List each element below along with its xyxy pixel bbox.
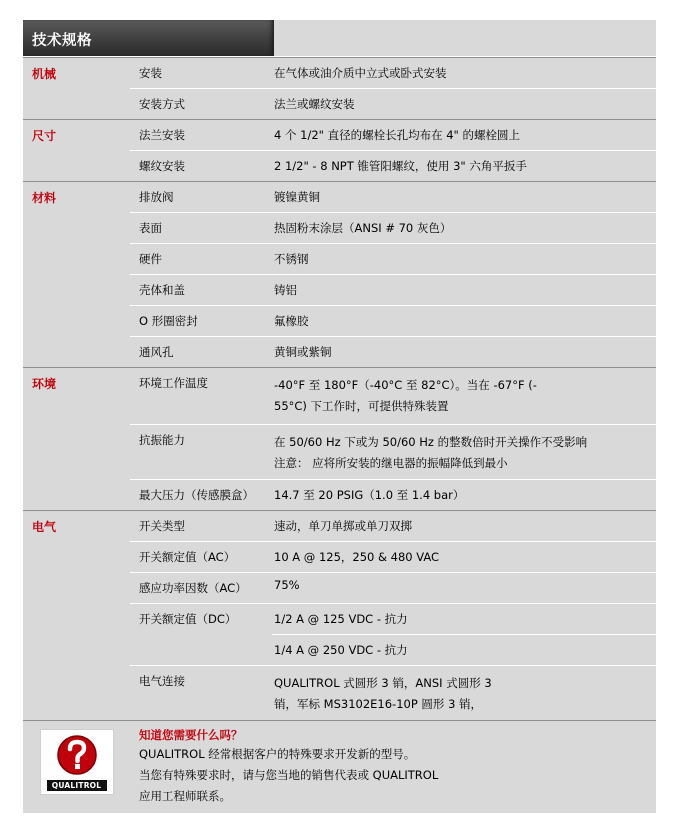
category-label: 尺寸: [32, 129, 57, 143]
notice-line: 应用工程师联系。: [139, 789, 231, 803]
row-label: 最大压力（传感膜盒）: [139, 488, 254, 502]
row-label: O 形圈密封: [139, 314, 198, 328]
notice-text: [130, 721, 656, 813]
row-value: 75%: [274, 578, 300, 592]
value-line: 在 50/60 Hz 下或为 50/60 Hz 的整数倍时开关操作不受影响: [274, 435, 588, 449]
row-label: 抗振能力: [139, 433, 185, 447]
row-label: 硬件: [139, 252, 162, 266]
row-label: 环境工作温度: [139, 376, 208, 390]
spec-row: [130, 58, 656, 88]
spec-row: [130, 274, 656, 305]
row-label: 开关额定值（DC）: [139, 612, 237, 626]
row-value: 2 1/2" - 8 NPT 锥管阳螺纹，使用 3" 六角平扳手: [274, 159, 527, 173]
notice-line: 当您有特殊要求时，请与您当地的销售代表或 QUALITROL: [139, 768, 439, 782]
category-label: 材料: [32, 191, 57, 205]
section-environment: [23, 367, 656, 510]
row-label: 感应功率因数（AC）: [139, 581, 247, 595]
page-title: 技术规格: [32, 33, 92, 49]
section-electrical: [23, 510, 656, 720]
value-line: -40°F 至 180°F（-40°C 至 82°C）。当在 -67°F (-: [274, 378, 537, 392]
spec-row: [130, 212, 656, 243]
row-label: 安装方式: [139, 97, 185, 111]
qualitrol-logo: [40, 729, 114, 795]
row-label: 表面: [139, 221, 162, 235]
category-label: 环境: [32, 377, 57, 391]
row-value: 14.7 至 20 PSIG（1.0 至 1.4 bar）: [274, 488, 465, 502]
row-value: 10 A @ 125，250 & 480 VAC: [274, 550, 440, 564]
row-value: 4 个 1/2" 直径的螺栓长孔均布在 4" 的螺栓圆上: [274, 128, 520, 142]
row-label: 电气连接: [139, 674, 185, 688]
spec-row: [130, 424, 656, 479]
row-value: 速动，单刀单掷或单刀双掷: [274, 519, 412, 533]
value-line: QUALITROL 式圆形 3 销，ANSI 式圆形 3: [274, 676, 492, 690]
row-value: [272, 425, 656, 479]
row-label: 法兰安装: [139, 128, 185, 142]
section-mechanical: [23, 57, 656, 119]
spec-row: [130, 243, 656, 274]
row-value: 在气体或油介质中立式或卧式安装: [274, 66, 447, 80]
row-value: 1/4 A @ 250 VDC - 抗力: [272, 634, 656, 665]
spec-row: [130, 479, 656, 510]
spec-row: [130, 182, 656, 212]
spec-row: [130, 305, 656, 336]
notice-title: 知道您需要什么吗？: [139, 728, 243, 742]
spec-row: [130, 511, 656, 541]
spec-row: [130, 665, 656, 720]
category-label: 电气: [32, 520, 57, 534]
value-line: 55°C) 下工作时，可提供特殊装置: [274, 399, 449, 413]
spec-row: [130, 368, 656, 424]
row-value-group: [272, 604, 656, 665]
spec-row: [130, 150, 656, 181]
row-value: 氟橡胶: [274, 314, 309, 328]
spec-row: [130, 88, 656, 119]
value-line: 注意： 应将所安装的继电器的振幅降低到最小: [274, 456, 508, 470]
row-value: 镀镍黄铜: [274, 190, 320, 204]
section-dimensions: [23, 119, 656, 181]
row-label: 壳体和盖: [139, 283, 185, 297]
spec-row: [130, 541, 656, 572]
notice-panel: [23, 720, 656, 813]
spec-row: [130, 572, 656, 603]
row-value: 法兰或螺纹安装: [274, 97, 355, 111]
row-value: [272, 666, 656, 720]
spec-row: [130, 120, 656, 150]
row-value: 黄铜或紫铜: [274, 345, 332, 359]
notice-line: QUALITROL 经常根据客户的特殊要求开发新的型号。: [139, 747, 416, 761]
spec-header: [23, 20, 656, 57]
row-label: 开关额定值（AC）: [139, 550, 236, 564]
spec-row: [130, 336, 656, 367]
row-value: 热固粉末涂层（ANSI # 70 灰色）: [274, 221, 452, 235]
spec-table: [23, 20, 656, 813]
row-value: 铸铝: [274, 283, 297, 297]
row-label: 螺纹安装: [139, 159, 185, 173]
row-value: 不锈钢: [274, 252, 309, 266]
row-label: 开关类型: [139, 519, 185, 533]
logo-container: [23, 721, 130, 813]
value-line: 销，军标 MS3102E16-10P 圆形 3 销，: [274, 697, 483, 711]
row-label: 排放阀: [139, 190, 174, 204]
category-label: 机械: [32, 67, 57, 81]
spec-row: [130, 603, 656, 665]
row-value: [272, 368, 656, 424]
row-label: 通风孔: [139, 345, 174, 359]
logo-wordmark: QUALITROL: [47, 780, 107, 791]
row-label: 安装: [139, 66, 162, 80]
row-value: 1/2 A @ 125 VDC - 抗力: [274, 612, 408, 626]
section-materials: [23, 181, 656, 367]
